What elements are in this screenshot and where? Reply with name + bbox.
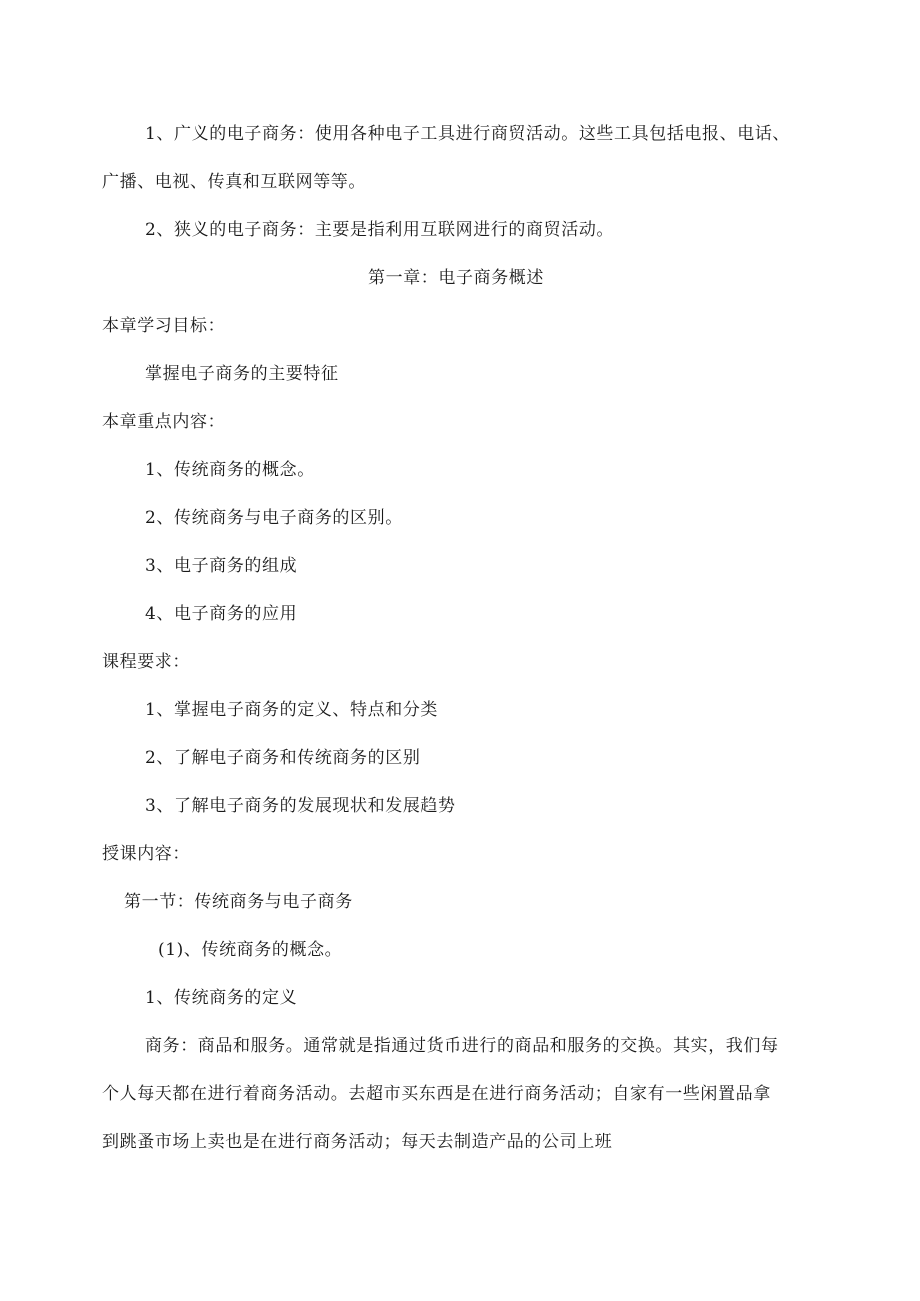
intro-paragraph-1-line-1: 1、广义的电子商务：使用各种电子工具进行商贸活动。这些工具包括电报、电话、: [145, 124, 791, 144]
objectives-heading: 本章学习目标：: [102, 316, 226, 336]
lecture-heading: 授课内容：: [102, 844, 190, 864]
subsection-title: (1)、传统商务的概念。: [158, 940, 343, 960]
intro-paragraph-1-line-2: 广播、电视、传真和互联网等等。: [102, 172, 366, 192]
key-content-item-4: 4、电子商务的应用: [145, 604, 298, 624]
requirement-item-3: 3、了解电子商务的发展现状和发展趋势: [145, 796, 456, 816]
body-paragraph-line-3: 到跳蚤市场上卖也是在进行商务活动；每天去制造产品的公司上班: [102, 1132, 613, 1152]
item-title: 1、传统商务的定义: [145, 988, 298, 1008]
section-title: 第一节：传统商务与电子商务: [124, 892, 353, 912]
body-paragraph-line-2: 个人每天都在进行着商务活动。去超市买东西是在进行商务活动；自家有一些闲置品拿: [102, 1084, 771, 1104]
key-content-item-3: 3、电子商务的组成: [145, 556, 298, 576]
key-content-item-1: 1、传统商务的概念。: [145, 460, 315, 480]
intro-paragraph-2: 2、狭义的电子商务：主要是指利用互联网进行的商贸活动。: [145, 220, 615, 240]
requirements-heading: 课程要求：: [102, 652, 190, 672]
objective-item: 掌握电子商务的主要特征: [145, 364, 339, 384]
chapter-title: 第一章：电子商务概述: [368, 268, 544, 288]
key-content-item-2: 2、传统商务与电子商务的区别。: [145, 508, 403, 528]
requirement-item-1: 1、掌握电子商务的定义、特点和分类: [145, 700, 439, 720]
requirement-item-2: 2、了解电子商务和传统商务的区别: [145, 748, 421, 768]
key-content-heading: 本章重点内容：: [102, 412, 226, 432]
body-paragraph-line-1: 商务：商品和服务。通常就是指通过货币进行的商品和服务的交换。其实，我们每: [145, 1036, 779, 1056]
